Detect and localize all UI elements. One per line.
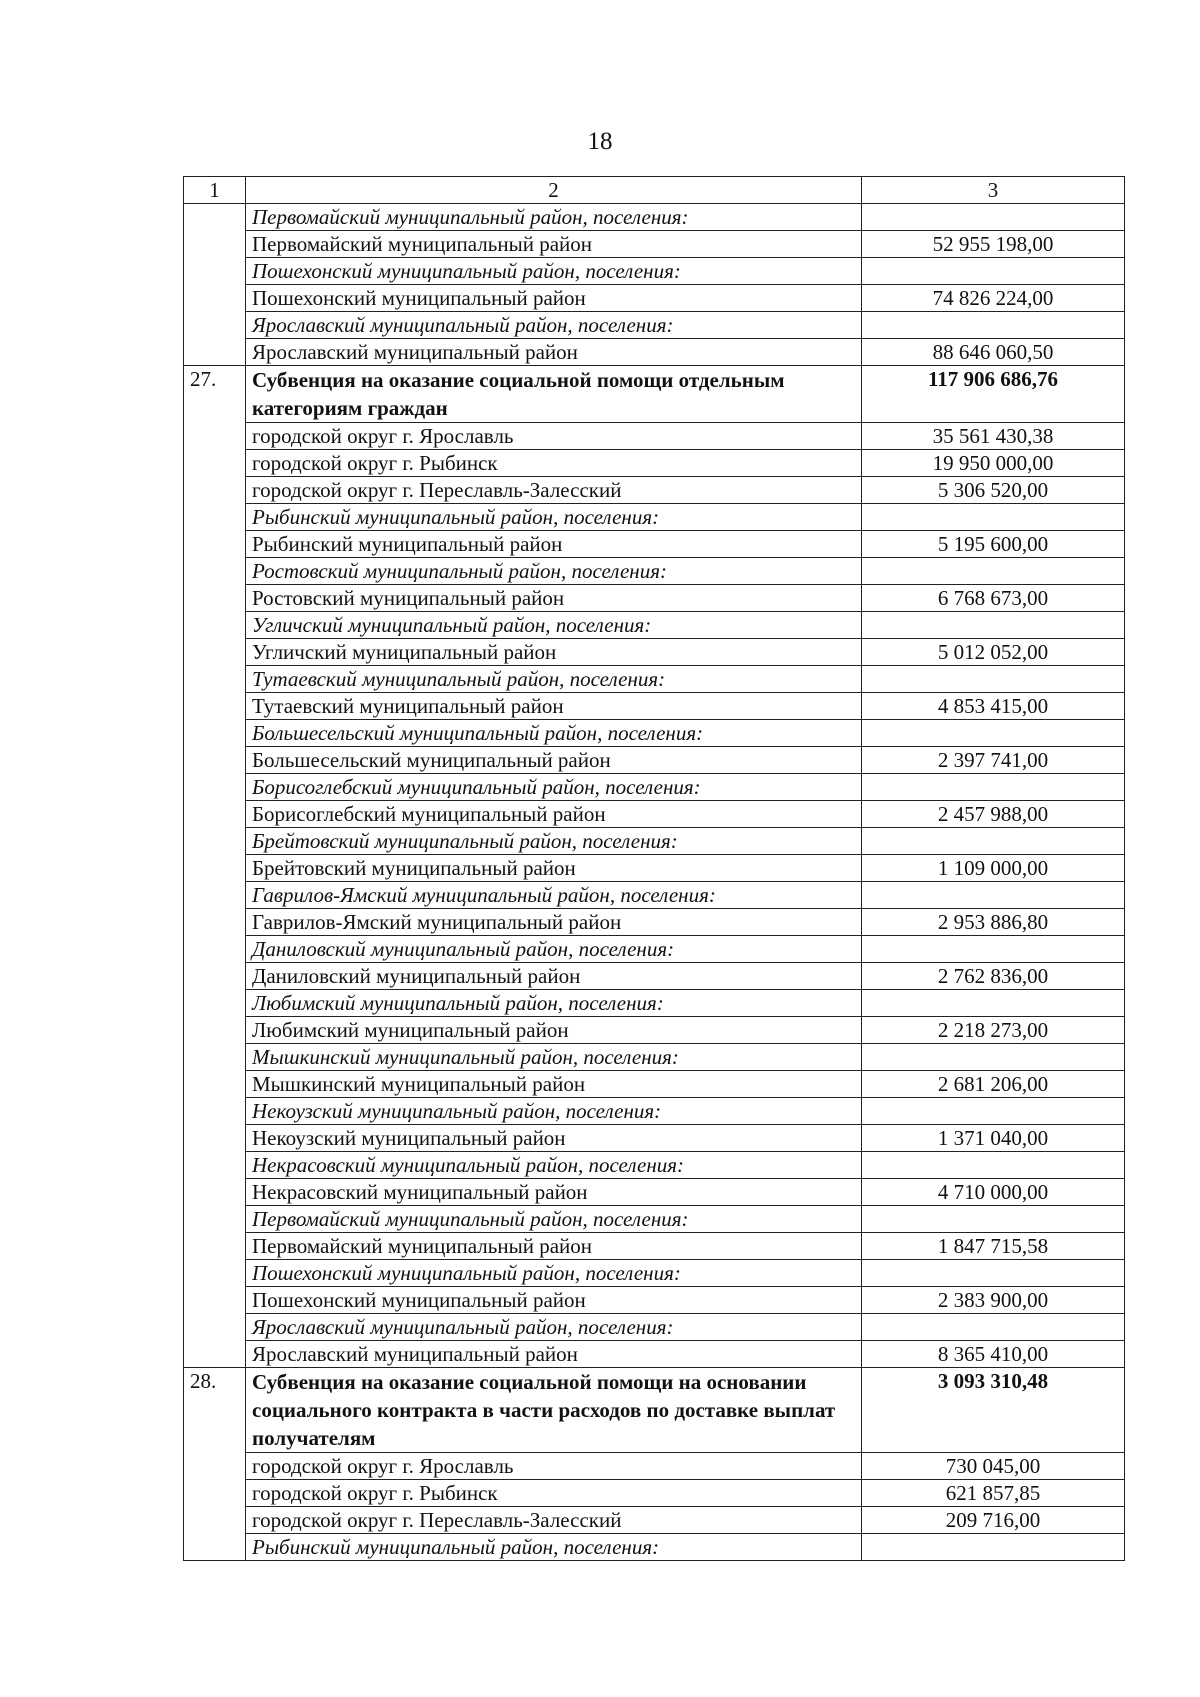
row-amount xyxy=(862,1534,1125,1561)
row-amount xyxy=(862,504,1125,531)
row-name: Ярославский муниципальный район xyxy=(246,1341,862,1368)
row-name: Рыбинский муниципальный район xyxy=(246,531,862,558)
row-amount: 5 195 600,00 xyxy=(862,531,1125,558)
row-amount: 1 847 715,58 xyxy=(862,1233,1125,1260)
group-heading-row xyxy=(184,666,1125,693)
row-name: Любимский муниципальный район, поселения: xyxy=(246,990,862,1017)
row-name: Некрасовский муниципальный район xyxy=(246,1179,862,1206)
row-name: Гаврилов-Ямский муниципальный район, поселения: xyxy=(246,882,862,909)
table-row xyxy=(184,477,1125,504)
page-number: 18 xyxy=(587,128,613,155)
row-name: городской округ г. Переславль-Залесский xyxy=(246,1507,862,1534)
row-name: Тутаевский муниципальный район, поселения: xyxy=(246,666,862,693)
row-amount xyxy=(862,1260,1125,1287)
row-amount: 6 768 673,00 xyxy=(862,585,1125,612)
row-name: Пошехонский муниципальный район, поселения: xyxy=(246,1260,862,1287)
row-name: городской округ г. Рыбинск xyxy=(246,1480,862,1507)
row-name: Угличский муниципальный район, поселения: xyxy=(246,612,862,639)
row-name: городской округ г. Переславль-Залесский xyxy=(246,477,862,504)
header-col-1: 1 xyxy=(184,177,246,204)
table-row xyxy=(184,963,1125,990)
row-name: Любимский муниципальный район xyxy=(246,1017,862,1044)
group-heading-row xyxy=(184,1314,1125,1341)
header-col-2: 2 xyxy=(246,177,862,204)
row-amount xyxy=(862,720,1125,747)
row-name: Пошехонский муниципальный район xyxy=(246,1287,862,1314)
group-heading-row xyxy=(184,558,1125,585)
row-amount: 52 955 198,00 xyxy=(862,231,1125,258)
table-row xyxy=(184,801,1125,828)
group-heading-row xyxy=(184,990,1125,1017)
table-row xyxy=(184,747,1125,774)
subvention-table xyxy=(183,176,1125,1561)
row-name: Рыбинский муниципальный район, поселения: xyxy=(246,1534,862,1561)
row-amount: 8 365 410,00 xyxy=(862,1341,1125,1368)
table-row xyxy=(184,855,1125,882)
row-name: Рыбинский муниципальный район, поселения: xyxy=(246,504,862,531)
group-heading-row xyxy=(184,936,1125,963)
row-name: Ростовский муниципальный район, поселения: xyxy=(246,558,862,585)
row-amount: 4 710 000,00 xyxy=(862,1179,1125,1206)
row-name: Угличский муниципальный район xyxy=(246,639,862,666)
row-name: Субвенция на оказание социальной помощи отдельным категориям граждан xyxy=(246,366,862,423)
row-amount: 88 646 060,50 xyxy=(862,339,1125,366)
row-name: городской округ г. Ярославль xyxy=(246,423,862,450)
section-index: 28. xyxy=(184,1368,246,1561)
row-name: Некрасовский муниципальный район, поселения: xyxy=(246,1152,862,1179)
table-body xyxy=(184,177,1125,1561)
group-heading-row xyxy=(184,1098,1125,1125)
group-heading-row xyxy=(184,204,1125,231)
group-heading-row xyxy=(184,882,1125,909)
table-row xyxy=(184,909,1125,936)
group-heading-row xyxy=(184,258,1125,285)
row-amount: 5 012 052,00 xyxy=(862,639,1125,666)
table-row xyxy=(184,1341,1125,1368)
row-amount xyxy=(862,936,1125,963)
row-name: Первомайский муниципальный район xyxy=(246,231,862,258)
row-name: Пошехонский муниципальный район xyxy=(246,285,862,312)
group-heading-row xyxy=(184,312,1125,339)
group-heading-row xyxy=(184,774,1125,801)
group-heading-row xyxy=(184,1534,1125,1561)
row-amount xyxy=(862,774,1125,801)
row-name: Некоузский муниципальный район xyxy=(246,1125,862,1152)
row-amount: 209 716,00 xyxy=(862,1507,1125,1534)
row-name: Субвенция на оказание социальной помощи на основании социального контракта в части расходов по доставке выплат получателям xyxy=(246,1368,862,1453)
row-name: Гаврилов-Ямский муниципальный район xyxy=(246,909,862,936)
group-heading-row xyxy=(184,1044,1125,1071)
table-row xyxy=(184,1453,1125,1480)
group-heading-row xyxy=(184,504,1125,531)
group-heading-row xyxy=(184,828,1125,855)
row-amount: 3 093 310,48 xyxy=(862,1368,1125,1453)
section-heading-row xyxy=(184,366,1125,423)
row-amount: 2 762 836,00 xyxy=(862,963,1125,990)
row-name: Первомайский муниципальный район xyxy=(246,1233,862,1260)
row-amount: 1 371 040,00 xyxy=(862,1125,1125,1152)
row-amount: 2 383 900,00 xyxy=(862,1287,1125,1314)
table-row xyxy=(184,450,1125,477)
row-amount: 2 953 886,80 xyxy=(862,909,1125,936)
table-row xyxy=(184,231,1125,258)
row-name: городской округ г. Ярославль xyxy=(246,1453,862,1480)
row-amount: 2 681 206,00 xyxy=(862,1071,1125,1098)
row-amount xyxy=(862,1314,1125,1341)
row-name: Ярославский муниципальный район xyxy=(246,339,862,366)
table-row xyxy=(184,1287,1125,1314)
section-heading-row xyxy=(184,1368,1125,1453)
row-name: Борисоглебский муниципальный район xyxy=(246,801,862,828)
row-name: Мышкинский муниципальный район xyxy=(246,1071,862,1098)
row-name: Пошехонский муниципальный район, поселения: xyxy=(246,258,862,285)
row-amount: 730 045,00 xyxy=(862,1453,1125,1480)
row-amount: 2 397 741,00 xyxy=(862,747,1125,774)
table-row xyxy=(184,1071,1125,1098)
row-amount: 5 306 520,00 xyxy=(862,477,1125,504)
row-amount xyxy=(862,1152,1125,1179)
table-row xyxy=(184,423,1125,450)
row-amount: 2 218 273,00 xyxy=(862,1017,1125,1044)
table-row xyxy=(184,1233,1125,1260)
row-name: Брейтовский муниципальный район xyxy=(246,855,862,882)
row-amount: 1 109 000,00 xyxy=(862,855,1125,882)
row-name: Большесельский муниципальный район xyxy=(246,747,862,774)
row-amount xyxy=(862,312,1125,339)
row-amount xyxy=(862,828,1125,855)
group-heading-row xyxy=(184,1206,1125,1233)
row-amount xyxy=(862,558,1125,585)
row-amount: 2 457 988,00 xyxy=(862,801,1125,828)
row-name: Ярославский муниципальный район, поселения: xyxy=(246,312,862,339)
header-col-3: 3 xyxy=(862,177,1125,204)
row-amount: 621 857,85 xyxy=(862,1480,1125,1507)
row-amount: 35 561 430,38 xyxy=(862,423,1125,450)
row-amount xyxy=(862,258,1125,285)
table-header-row xyxy=(184,177,1125,204)
row-name: Брейтовский муниципальный район, поселения: xyxy=(246,828,862,855)
row-amount xyxy=(862,666,1125,693)
table-row xyxy=(184,1125,1125,1152)
row-amount xyxy=(862,1206,1125,1233)
row-name: городской округ г. Рыбинск xyxy=(246,450,862,477)
row-name: Некоузский муниципальный район, поселения: xyxy=(246,1098,862,1125)
row-name: Даниловский муниципальный район, поселения: xyxy=(246,936,862,963)
table-row xyxy=(184,285,1125,312)
row-name: Даниловский муниципальный район xyxy=(246,963,862,990)
row-amount: 19 950 000,00 xyxy=(862,450,1125,477)
row-name: Тутаевский муниципальный район xyxy=(246,693,862,720)
table-row xyxy=(184,531,1125,558)
group-heading-row xyxy=(184,720,1125,747)
section-index: 27. xyxy=(184,366,246,1368)
group-heading-row xyxy=(184,1152,1125,1179)
row-name: Борисоглебский муниципальный район, поселения: xyxy=(246,774,862,801)
row-name: Первомайский муниципальный район, поселения: xyxy=(246,1206,862,1233)
row-amount xyxy=(862,1098,1125,1125)
row-name: Мышкинский муниципальный район, поселения: xyxy=(246,1044,862,1071)
row-amount xyxy=(862,882,1125,909)
table-row xyxy=(184,693,1125,720)
group-heading-row xyxy=(184,612,1125,639)
table-row xyxy=(184,639,1125,666)
table-row xyxy=(184,1480,1125,1507)
row-amount xyxy=(862,990,1125,1017)
row-amount xyxy=(862,204,1125,231)
group-heading-row xyxy=(184,1260,1125,1287)
row-amount xyxy=(862,612,1125,639)
row-name: Ростовский муниципальный район xyxy=(246,585,862,612)
table-row xyxy=(184,339,1125,366)
row-name: Большесельский муниципальный район, поселения: xyxy=(246,720,862,747)
row-amount xyxy=(862,1044,1125,1071)
table-row xyxy=(184,585,1125,612)
section-index xyxy=(184,204,246,366)
row-amount: 4 853 415,00 xyxy=(862,693,1125,720)
row-amount: 74 826 224,00 xyxy=(862,285,1125,312)
table-row xyxy=(184,1507,1125,1534)
row-amount: 117 906 686,76 xyxy=(862,366,1125,423)
table-row xyxy=(184,1179,1125,1206)
row-name: Ярославский муниципальный район, поселения: xyxy=(246,1314,862,1341)
table-row xyxy=(184,1017,1125,1044)
row-name: Первомайский муниципальный район, поселения: xyxy=(246,204,862,231)
